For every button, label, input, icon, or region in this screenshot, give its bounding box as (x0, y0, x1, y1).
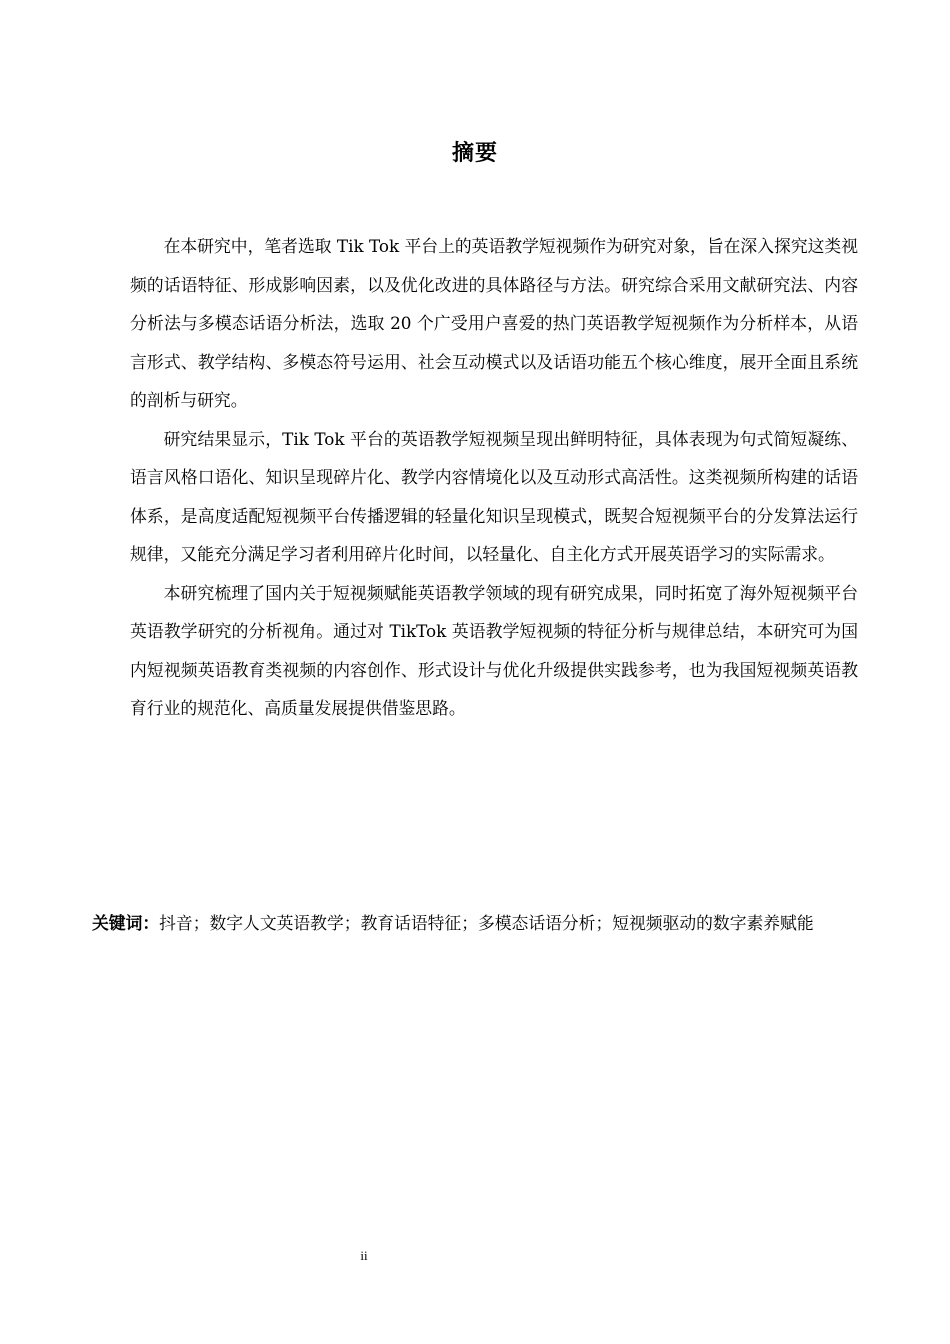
keywords (92, 904, 858, 943)
abstract-body (130, 227, 858, 728)
abstract-paragraph-1: 在本研究中，笔者选取 Tik Tok 平台上的英语教学短视频作为研究对象，旨在深入探究这类视频的话语特征、形成影响因素，以及优化改进的具体路径与方法。研究综合采用文献研究法、内容分析法与多模态话语分析法，选取 20 个广受用户喜爱的热门英语教学短视频作为分析样本，从语言形式、教学结构、多模态符号运用、社会互动模式以及话语功能五个核心维度，展开全面且系统的剖析与研究。 (130, 236, 858, 410)
abstract-paragraph-3: 本研究梳理了国内关于短视频赋能英语教学领域的现有研究成果，同时拓宽了海外短视频平台英语教学研究的分析视角。通过对 TikTok 英语教学短视频的特征分析与规律总结，本研究可为国内短视频英语教育类视频的内容创作、形式设计与优化升级提供实践参考，也为我国短视频英语教育行业的规范化、高质量发展提供借鉴思路。 (130, 582, 858, 718)
page-number: ii (360, 1248, 368, 1263)
keywords-text: 抖音；数字人文英语教学；教育话语特征；多模态话语分析；短视频驱动的数字素养赋能 (159, 913, 814, 933)
abstract-paragraph-2: 研究结果显示，Tik Tok 平台的英语教学短视频呈现出鲜明特征，具体表现为句式简短凝练、语言风格口语化、知识呈现碎片化、教学内容情境化以及互动形式高活性。这类视频所构建的话语体系，是高度适配短视频平台传播逻辑的轻量化知识呈现模式，既契合短视频平台的分发算法运行规律，又能充分满足学习者利用碎片化时间，以轻量化、自主化方式开展英语学习的实际需求。 (130, 428, 858, 564)
keywords-label: 关键词： (92, 913, 160, 933)
page-title: 摘要 (451, 141, 498, 166)
